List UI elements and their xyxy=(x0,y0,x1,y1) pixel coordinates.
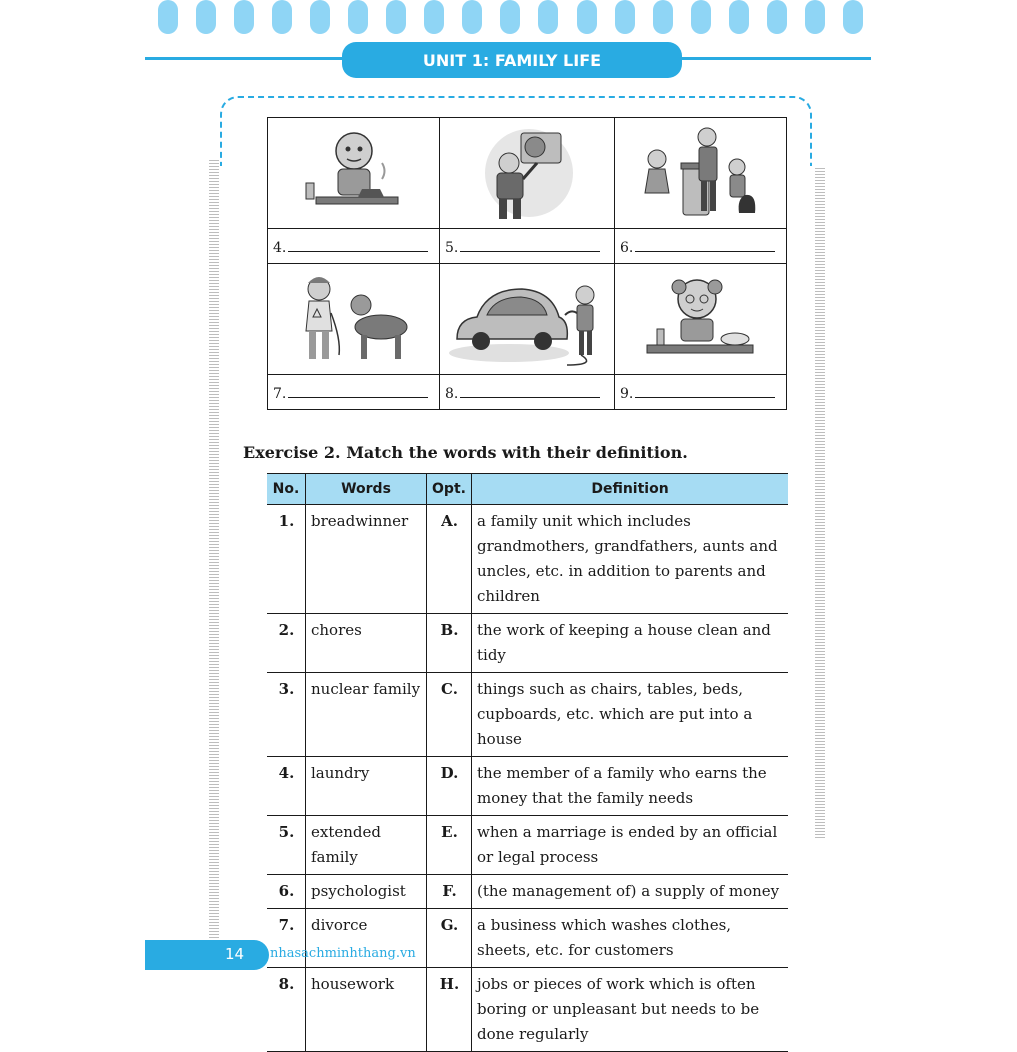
header-words: Words xyxy=(306,474,427,505)
header-definition: Definition xyxy=(472,474,789,505)
row-definition: the member of a family who earns the money that the family needs xyxy=(472,757,789,816)
washing-dishes-picture xyxy=(635,269,765,369)
table-row xyxy=(267,816,788,875)
row-definition: a family unit which includes grandmothers, grandfathers, aunts and uncles, etc. in addition to parents and children xyxy=(472,505,789,614)
row-number: 6. xyxy=(267,875,306,909)
answer-cell xyxy=(614,229,786,264)
answer-cell xyxy=(614,375,786,410)
row-number: 3. xyxy=(267,673,306,757)
table-row xyxy=(267,757,788,816)
row-option: F. xyxy=(427,875,472,909)
row-option: D. xyxy=(427,757,472,816)
row-definition: jobs or pieces of work which is often boring or unpleasant but needs to be done regularly xyxy=(472,968,789,1052)
matching-table xyxy=(267,473,788,1052)
row-word: divorce xyxy=(306,909,427,968)
picture-cell xyxy=(268,118,440,229)
table-row xyxy=(267,505,788,614)
table-row xyxy=(267,673,788,757)
row-option: E. xyxy=(427,816,472,875)
ruler-left xyxy=(209,160,219,942)
item-number: 5. xyxy=(445,239,459,256)
row-definition: the work of keeping a house clean and tidy xyxy=(472,614,789,673)
table-row xyxy=(267,614,788,673)
row-word: breadwinner xyxy=(306,505,427,614)
header-opt: Opt. xyxy=(427,474,472,505)
ruler-right xyxy=(815,168,825,840)
walking-dog-picture xyxy=(289,269,419,369)
row-word: nuclear family xyxy=(306,673,427,757)
picture-cell xyxy=(268,264,440,375)
row-option: H. xyxy=(427,968,472,1052)
answer-blank[interactable] xyxy=(288,237,428,252)
picture-cell xyxy=(440,118,615,229)
row-option: B. xyxy=(427,614,472,673)
row-number: 5. xyxy=(267,816,306,875)
row-option: A. xyxy=(427,505,472,614)
answer-blank[interactable] xyxy=(460,237,600,252)
washing-car-picture xyxy=(447,269,607,369)
row-definition: (the management of) a supply of money xyxy=(472,875,789,909)
row-number: 8. xyxy=(267,968,306,1052)
picture-cell xyxy=(614,118,786,229)
taking-out-rubbish-picture xyxy=(635,123,765,223)
row-definition: when a marriage is ended by an official or legal process xyxy=(472,816,789,875)
row-option: G. xyxy=(427,909,472,968)
row-number: 2. xyxy=(267,614,306,673)
picture-grid xyxy=(267,117,787,410)
item-number: 4. xyxy=(273,239,287,256)
picture-cell xyxy=(440,264,615,375)
answer-cell xyxy=(268,375,440,410)
row-definition: a business which washes clothes, sheets, etc. for customers xyxy=(472,909,789,968)
row-word: housework xyxy=(306,968,427,1052)
footer-bar xyxy=(145,940,269,970)
table-row xyxy=(267,968,788,1052)
answer-blank[interactable] xyxy=(635,237,775,252)
row-number: 4. xyxy=(267,757,306,816)
table-row xyxy=(267,875,788,909)
answer-cell xyxy=(440,375,615,410)
item-number: 9. xyxy=(619,385,634,402)
answer-blank[interactable] xyxy=(460,383,600,398)
exercise-title: Exercise 2. Match the words with their definition. xyxy=(243,443,688,462)
website-link[interactable]: nhasachminhthang.vn xyxy=(270,946,416,961)
row-number: 7. xyxy=(267,909,306,968)
page-number: 14 xyxy=(225,945,245,963)
unit-title: UNIT 1: FAMILY LIFE xyxy=(342,42,682,78)
answer-cell xyxy=(268,229,440,264)
item-number: 8. xyxy=(445,385,459,402)
row-word: psychologist xyxy=(306,875,427,909)
ironing-clothes-picture xyxy=(294,123,414,223)
row-option: C. xyxy=(427,673,472,757)
item-number: 6. xyxy=(619,239,634,256)
binder-rings xyxy=(158,0,863,36)
header-no: No. xyxy=(267,474,306,505)
repairing-picture xyxy=(467,123,587,223)
row-word: extended family xyxy=(306,816,427,875)
answer-blank[interactable] xyxy=(288,383,428,398)
picture-cell xyxy=(614,264,786,375)
row-word: chores xyxy=(306,614,427,673)
row-definition: things such as chairs, tables, beds, cupboards, etc. which are put into a house xyxy=(472,673,789,757)
answer-blank[interactable] xyxy=(635,383,775,398)
row-word: laundry xyxy=(306,757,427,816)
answer-cell xyxy=(440,229,615,264)
item-number: 7. xyxy=(273,385,287,402)
row-number: 1. xyxy=(267,505,306,614)
